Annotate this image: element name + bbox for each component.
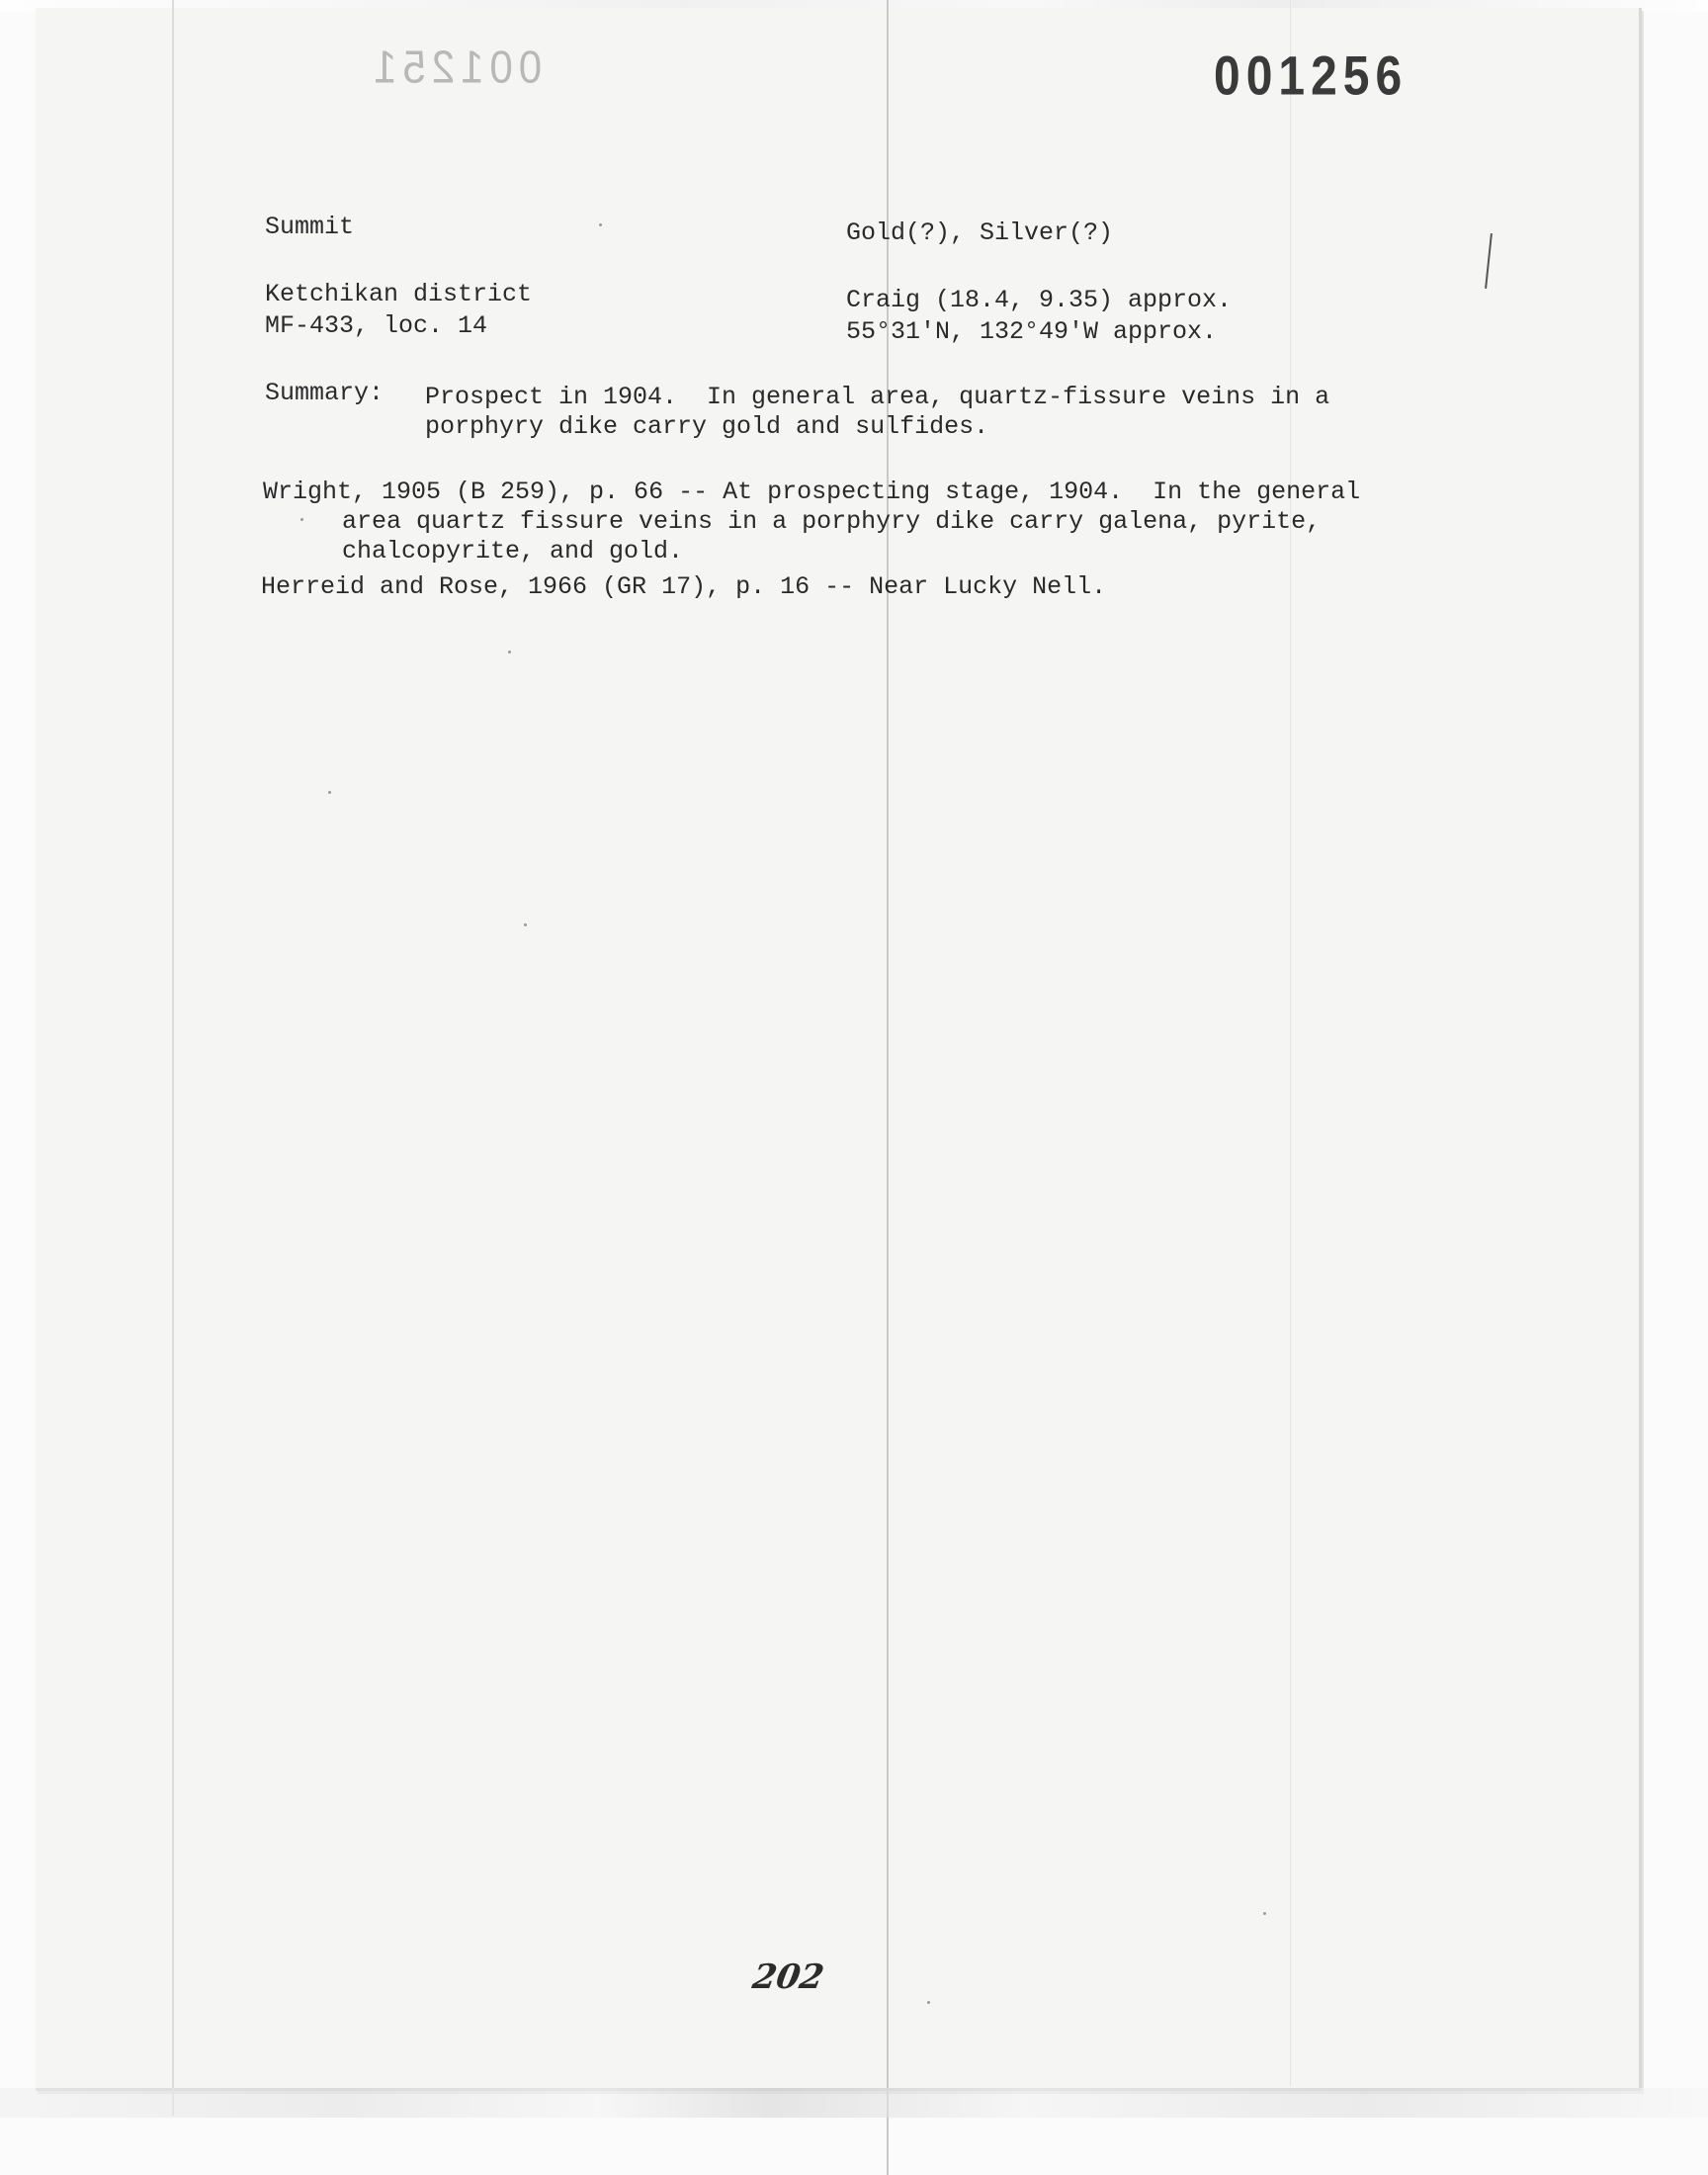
reference-line: area quartz fissure veins in a porphyry dike carry galena, pyrite,	[342, 507, 1322, 536]
reference-line: Wright, 1905 (B 259), p. 66 -- At prospecting stage, 1904. In the general	[263, 478, 1361, 506]
speck	[508, 651, 511, 653]
summary-label: Summary:	[265, 379, 384, 407]
speck	[1263, 1912, 1266, 1915]
speck	[300, 518, 303, 521]
speck	[524, 923, 527, 926]
scan-streak-bottom	[0, 2088, 1708, 2118]
handwritten-page-number: 202	[749, 1958, 827, 1997]
coordinates: 55°31'N, 132°49'W approx.	[846, 317, 1218, 346]
quadrangle: Craig (18.4, 9.35) approx.	[846, 286, 1233, 314]
fold-line	[172, 0, 174, 2116]
reference-line: chalcopyrite, and gold.	[342, 537, 684, 566]
fold-line	[1290, 0, 1291, 2086]
map-reference: MF-433, loc. 14	[265, 311, 488, 340]
deposit-name: Summit	[265, 213, 355, 241]
summary-line: porphyry dike carry gold and sulfides.	[425, 412, 989, 441]
summary-line: Prospect in 1904. In general area, quartz-fissure veins in a	[425, 383, 1330, 411]
ghost-stamp-number: 001251	[368, 41, 543, 93]
speck	[599, 223, 602, 226]
stamp-number: 001256	[1214, 46, 1409, 107]
district: Ketchikan district	[265, 280, 533, 308]
speck	[927, 2001, 930, 2004]
commodities: Gold(?), Silver(?)	[846, 218, 1114, 247]
speck	[328, 791, 331, 794]
reference-line: Herreid and Rose, 1966 (GR 17), p. 16 -- Near Lucky Nell.	[261, 572, 1107, 601]
